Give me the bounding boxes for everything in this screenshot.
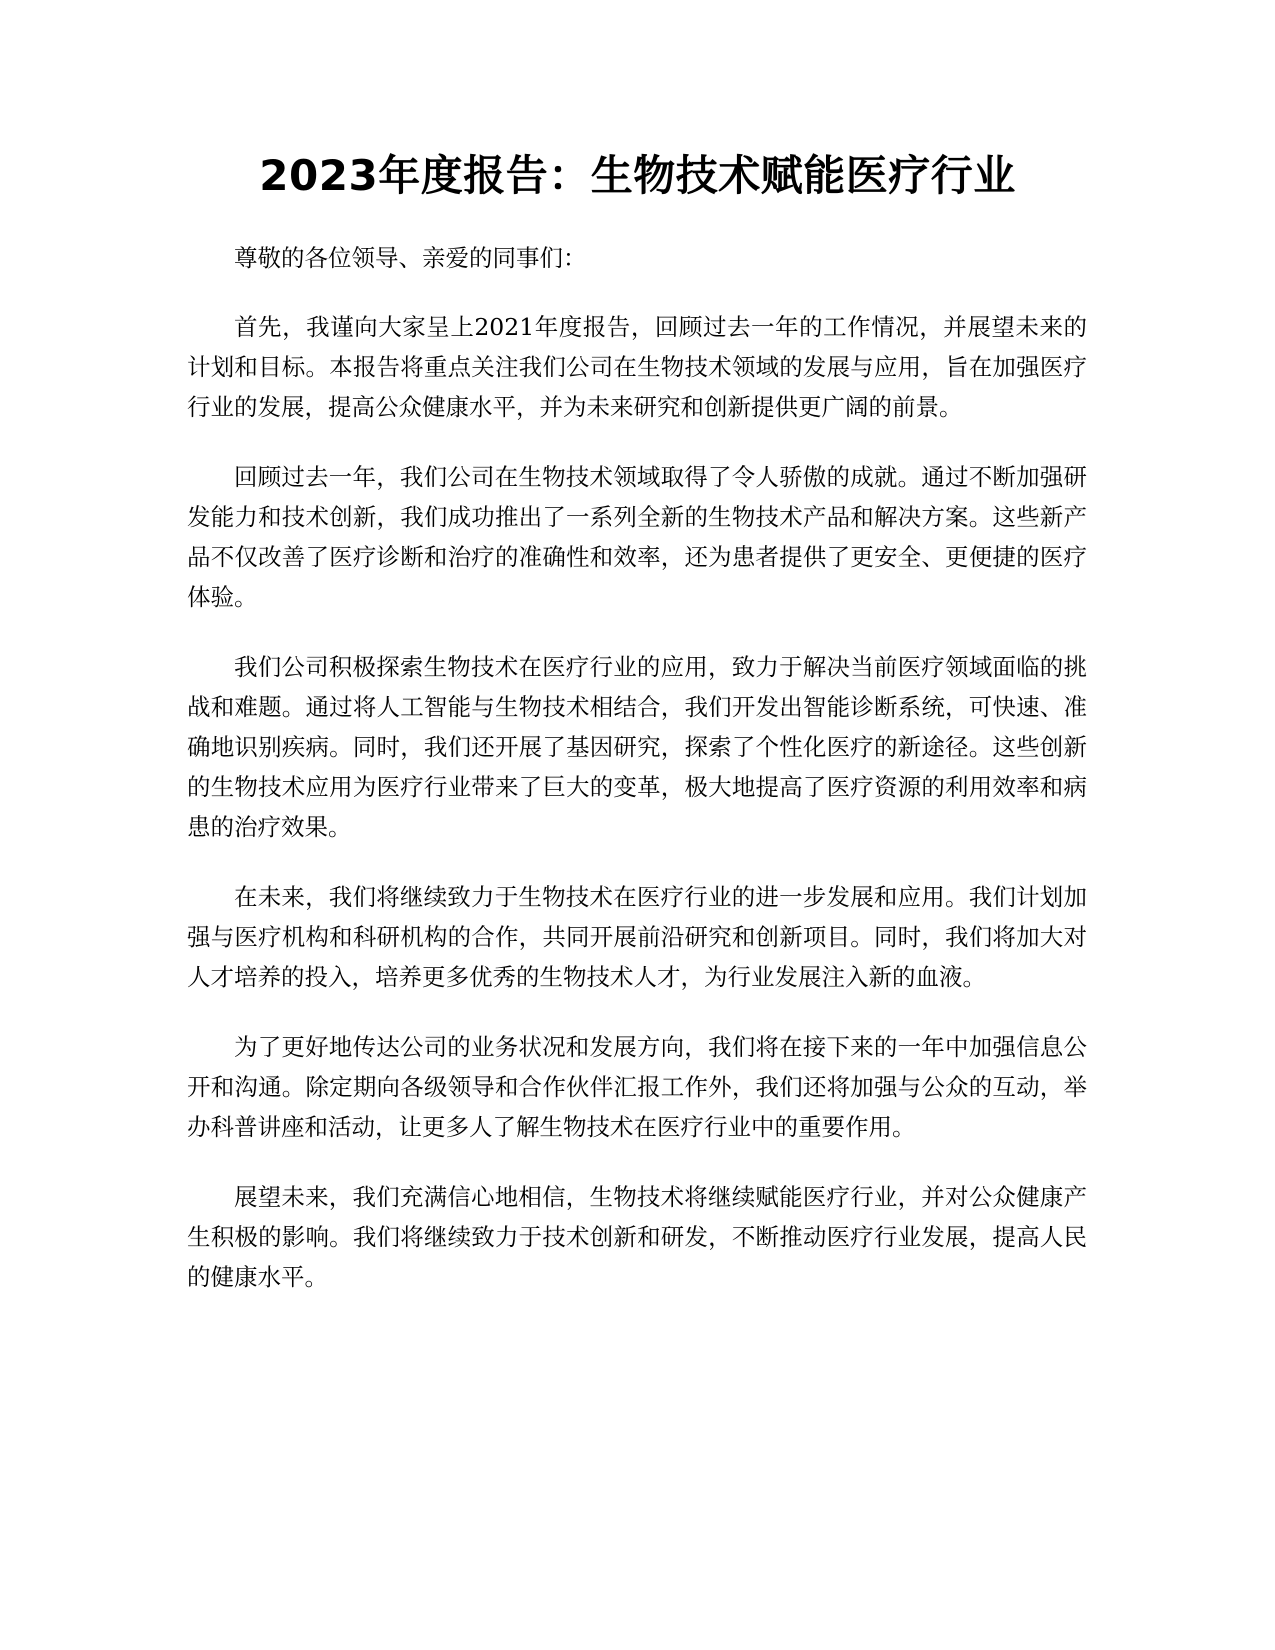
paragraph-future-plans: 在未来，我们将继续致力于生物技术在医疗行业的进一步发展和应用。我们计划加强与医疗机构和科研机构的合作，共同开展前沿研究和创新项目。同时，我们将加大对人才培养的投入，培养更多优秀的生物技术人才，为行业发展注入新的血液。	[187, 883, 1087, 991]
paragraph-review: 回顾过去一年，我们公司在生物技术领域取得了令人骄傲的成就。通过不断加强研发能力和技术创新，我们成功推出了一系列全新的生物技术产品和解决方案。这些新产品不仅改善了医疗诊断和治疗的准确性和效率，还为患者提供了更安全、更便捷的医疗体验。	[187, 463, 1087, 611]
paragraph-communication: 为了更好地传达公司的业务状况和发展方向，我们将在接下来的一年中加强信息公开和沟通。除定期向各级领导和合作伙伴汇报工作外，我们还将加强与公众的互动，举办科普讲座和活动，让更多人了解生物技术在医疗行业中的重要作用。	[187, 1033, 1087, 1141]
greeting-line: 尊敬的各位领导、亲爱的同事们：	[234, 244, 587, 272]
document-body	[187, 238, 1087, 1327]
paragraph-intro: 首先，我谨向大家呈上2021年度报告，回顾过去一年的工作情况，并展望未来的计划和目标。本报告将重点关注我们公司在生物技术领域的发展与应用，旨在加强医疗行业的发展，提高公众健康水平，并为未来研究和创新提供更广阔的前景。	[187, 313, 1087, 421]
paragraph-outlook: 展望未来，我们充满信心地相信，生物技术将继续赋能医疗行业，并对公众健康产生积极的影响。我们将继续致力于技术创新和研发，不断推动医疗行业发展，提高人民的健康水平。	[187, 1183, 1087, 1291]
paragraph-applications: 我们公司积极探索生物技术在医疗行业的应用，致力于解决当前医疗领域面临的挑战和难题。通过将人工智能与生物技术相结合，我们开发出智能诊断系统，可快速、准确地识别疾病。同时，我们还开展了基因研究，探索了个性化医疗的新途径。这些创新的生物技术应用为医疗行业带来了巨大的变革，极大地提高了医疗资源的利用效率和病患的治疗效果。	[187, 653, 1087, 841]
document-title: 2023年度报告：生物技术赋能医疗行业	[259, 151, 1016, 200]
